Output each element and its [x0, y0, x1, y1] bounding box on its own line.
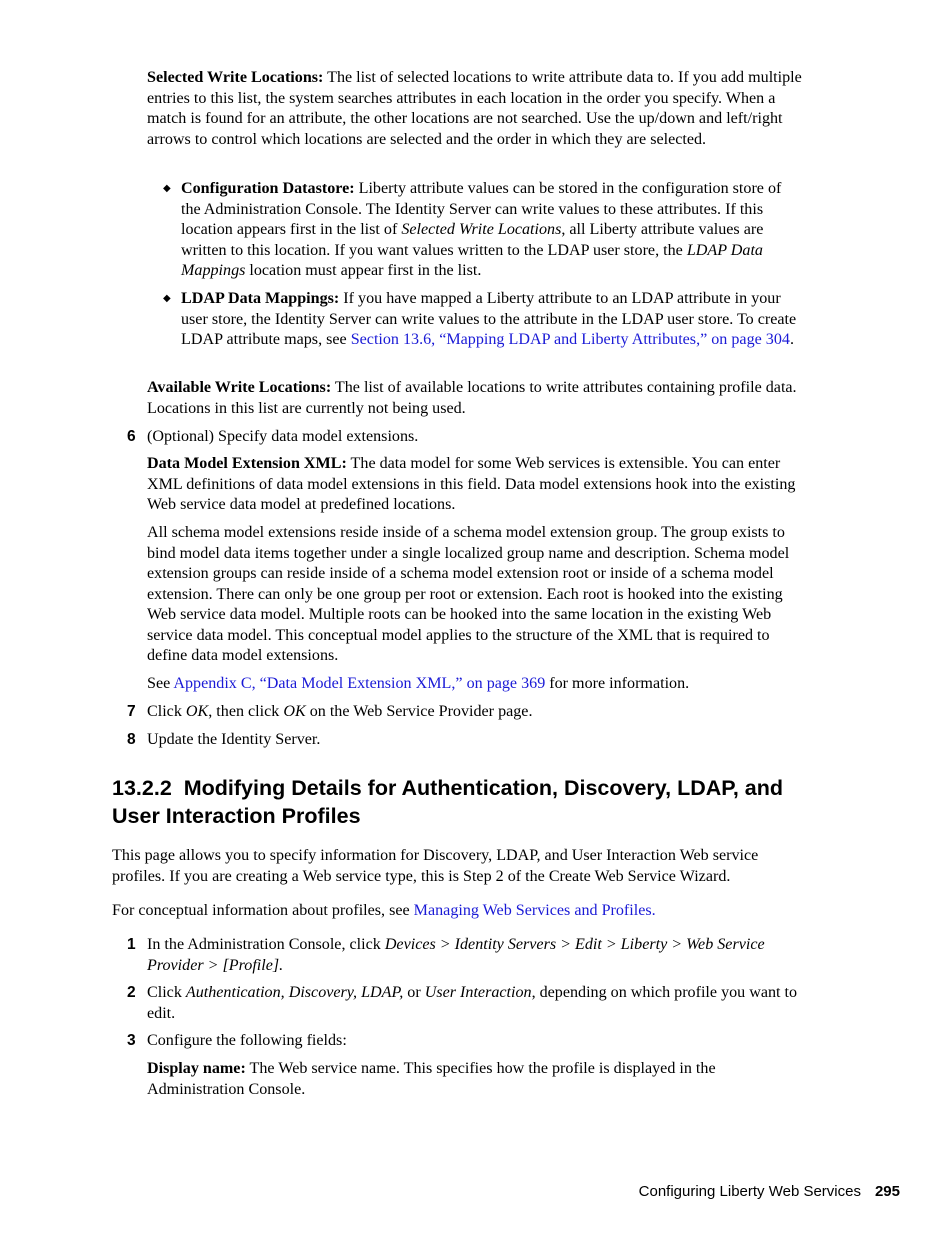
bullet-text: .	[789, 331, 794, 348]
data-model-extension-desc: The data model for some Web services is extensible. You can enter XML definitions of data model extensions in this field. Data model extensions hook into the existing Web service data model at predefined locations.	[147, 455, 796, 513]
step-2-text	[147, 983, 804, 1024]
available-write-locations-term: Available Write Locations:	[147, 379, 332, 396]
bullet-ldap-data-mappings	[181, 289, 803, 351]
footer-title: Configuring Liberty Web Services	[638, 1183, 861, 1200]
data-model-extension-para	[147, 454, 802, 516]
step-text: , depending on which profile you want to edit.	[147, 984, 798, 1022]
bullet-term: Configuration Datastore:	[181, 180, 355, 197]
step-text: or	[403, 984, 425, 1001]
section-13-6-link[interactable]: Section 13.6, “Mapping LDAP and Liberty Attributes,” on page 304	[350, 331, 790, 348]
display-name-desc: The Web service name. This specifies how the profile is displayed in the Administration Console.	[147, 1060, 716, 1098]
display-name-term: Display name:	[147, 1060, 246, 1077]
step-text: on the Web Service Provider page.	[305, 703, 533, 720]
step-7-text	[147, 702, 802, 723]
step-1-text	[147, 935, 804, 976]
bullet-text: If you have mapped a Liberty attribute to an LDAP attribute in your user store, the Identity Server can write values to the attribute in the LDAP user store. To create LDAP attribute maps, see	[181, 290, 797, 348]
see-appendix-para	[147, 674, 802, 695]
display-name-para	[147, 1059, 804, 1100]
section-heading: 13.2.2 Modifying Details for Authentication, Discovery, LDAP, and User Interaction Profiles	[112, 776, 784, 828]
selected-write-locations-desc: The list of selected locations to write attribute data to. If you add multiple entries to this list, the system searches attributes in each location in the order you specify. When a match is found for an attribute, the other locations are not searched. Use the up/down and left/right arrows to control which locations are selected and the order in which they are selected.	[147, 69, 802, 148]
selected-write-locations-para	[147, 68, 802, 150]
intro-para: This page allows you to specify information for Discovery, LDAP, and User Interaction Web service profiles. If you are creating a Web service type, this is Step 2 of the Create Web Service Wizard.	[112, 847, 759, 885]
selected-write-locations-term: Selected Write Locations:	[147, 69, 324, 86]
conceptual-info-para	[112, 901, 804, 922]
step-number: 3	[127, 1032, 136, 1049]
console-path: Devices > Identity Servers > Edit > Liberty > Web Service Provider > [Profile].	[147, 936, 765, 974]
page-footer	[560, 1183, 900, 1200]
step-3-text: Configure the following fields:	[147, 1032, 347, 1049]
step-text: In the Administration Console, click	[147, 936, 385, 953]
intro-text: For conceptual information about profiles, see	[112, 902, 414, 919]
available-write-locations-desc: The list of available locations to write attributes containing profile data. Locations in this list are currently not being used.	[147, 379, 797, 417]
data-model-extension-term: Data Model Extension XML:	[147, 455, 347, 472]
bullet-diamond-icon: ◆	[163, 293, 171, 304]
step-text: , then click	[208, 703, 284, 720]
step-text: Click	[147, 984, 186, 1001]
see-text: for more information.	[545, 675, 690, 692]
bullet-italic-text: Selected Write Locations	[401, 221, 562, 238]
step-number: 1	[127, 936, 136, 953]
step-number: 2	[127, 984, 136, 1001]
step-italic-text: Authentication, Discovery, LDAP,	[185, 984, 404, 1001]
bullet-diamond-icon: ◆	[163, 183, 171, 194]
available-write-locations-para	[147, 378, 802, 419]
bullet-text: location must appear first in the list.	[245, 262, 482, 279]
bullet-configuration-datastore	[181, 179, 803, 282]
bullet-term: LDAP Data Mappings:	[181, 290, 340, 307]
schema-model-para: All schema model extensions reside inside of a schema model extension group. The group exists to bind model data items together under a single localized group name and description. Schema model extension groups can reside inside of a schema model extension root or inside of a schema model extension. There can only be one group per root or extension. Each root is hooked into the existing Web service data model. Multiple roots can be hooked into the same location in the existing Web service data model. This conceptual model applies to the structure of the XML that is required to define data model extensions.	[147, 524, 790, 664]
bullet-italic-text: LDAP Data Mappings	[181, 241, 763, 279]
step-6-text: (Optional) Specify data model extensions.	[147, 428, 419, 445]
appendix-c-link[interactable]: Appendix C, “Data Model Extension XML,” on page 369	[173, 675, 546, 692]
step-number: 7	[127, 703, 136, 720]
step-italic-text: User Interaction	[424, 984, 532, 1001]
step-text: Click	[147, 703, 186, 720]
step-italic-text: OK	[283, 703, 306, 720]
see-text: See	[147, 675, 174, 692]
step-italic-text: OK	[185, 703, 209, 720]
managing-web-services-link[interactable]: Managing Web Services and Profiles.	[413, 902, 656, 919]
bullet-text: , all Liberty attribute values are written to this location. If you want values written to the LDAP user store, the	[181, 221, 764, 259]
step-number: 6	[127, 428, 136, 445]
step-number: 8	[127, 731, 136, 748]
page-number: 295	[874, 1183, 900, 1200]
step-8-text: Update the Identity Server.	[147, 731, 321, 748]
bullet-text: Liberty attribute values can be stored in the configuration store of the Administration Console. The Identity Server can write values to these attributes. If this location appears first in the list of	[181, 180, 782, 238]
